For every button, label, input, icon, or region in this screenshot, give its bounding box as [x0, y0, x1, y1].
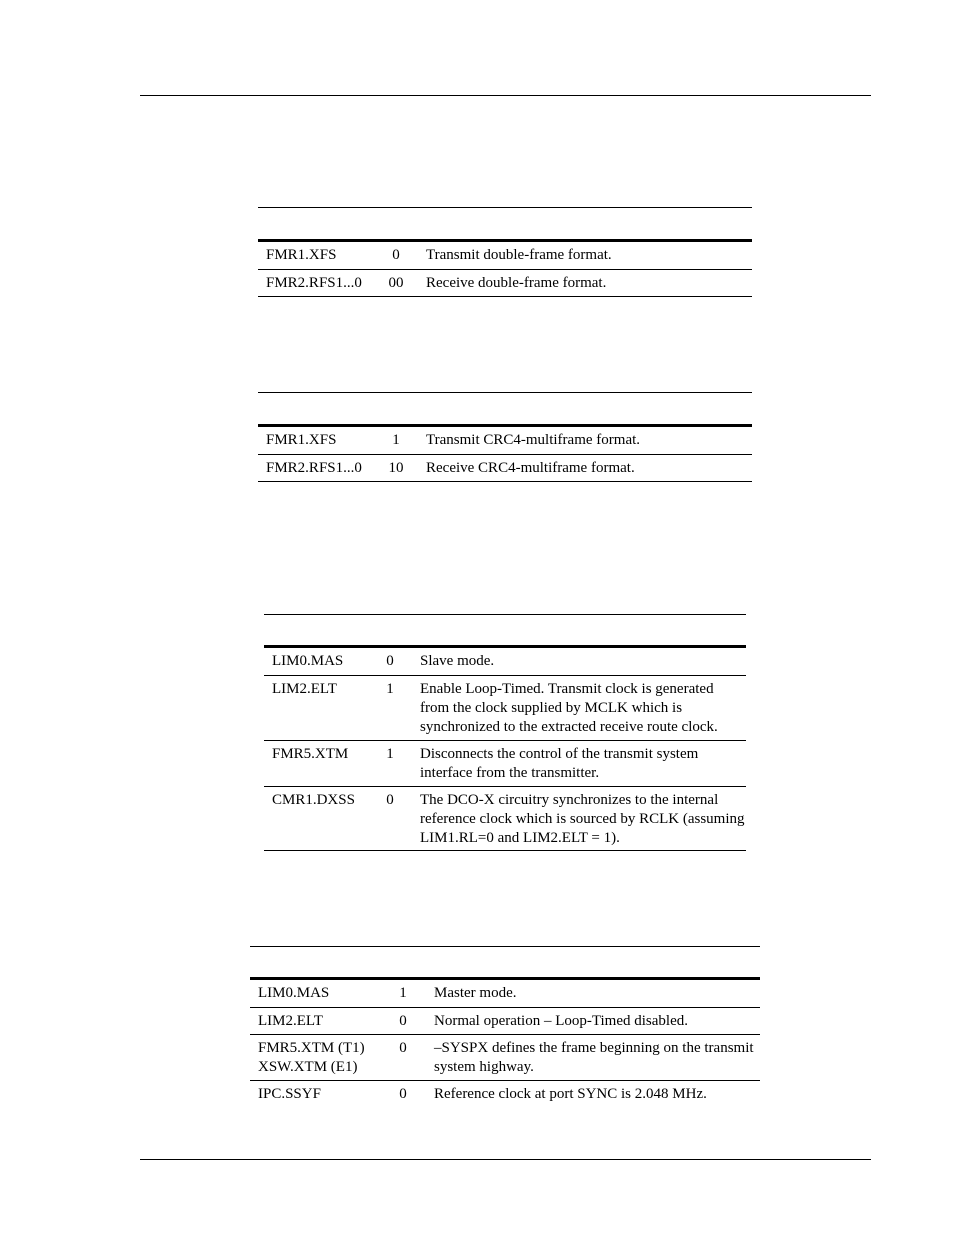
register-cell: LIM2.ELT — [272, 681, 337, 697]
table-row — [258, 242, 752, 270]
table-row — [258, 427, 752, 455]
value-cell: 00 — [388, 275, 404, 291]
register-cell: FMR5.XTM (T1) XSW.XTM (E1) — [258, 1040, 365, 1075]
value-cell: 0 — [399, 1013, 407, 1029]
value-cell: 0 — [386, 653, 394, 669]
table-top-rule — [258, 392, 752, 393]
value-cell: 0 — [392, 247, 400, 263]
description-cell: Master mode. — [434, 985, 517, 1001]
value-cell: 1 — [392, 432, 400, 448]
double-frame-config-table — [258, 207, 752, 297]
register-cell: LIM0.MAS — [272, 653, 344, 669]
table-top-rule — [258, 207, 752, 208]
slave-mode-config-table — [264, 614, 746, 851]
table-top-rule — [264, 614, 746, 615]
table-row — [258, 455, 752, 482]
description-cell: Reference clock at port SYNC is 2.048 MHz. — [434, 1086, 707, 1102]
register-cell: LIM2.ELT — [258, 1013, 323, 1029]
crc4-multiframe-config-table — [258, 392, 752, 482]
header-rule — [140, 95, 871, 96]
table-row — [264, 648, 746, 676]
table-top-rule — [250, 946, 760, 947]
register-cell: LIM0.MAS — [258, 985, 330, 1001]
table-row — [258, 270, 752, 297]
register-cell: IPC.SSYF — [258, 1086, 321, 1102]
value-cell: 1 — [386, 681, 394, 697]
register-cell: FMR1.XFS — [266, 432, 337, 448]
register-cell: FMR5.XTM — [272, 746, 349, 762]
table-row — [250, 1081, 760, 1109]
table-row — [250, 980, 760, 1008]
description-cell: Transmit CRC4-multiframe format. — [426, 432, 641, 448]
value-cell: 0 — [386, 792, 394, 808]
value-cell: 1 — [386, 746, 394, 762]
table-row — [264, 676, 746, 741]
table-row — [264, 741, 746, 787]
value-cell: 1 — [399, 985, 407, 1001]
value-cell: 0 — [399, 1040, 407, 1056]
register-cell: FMR1.XFS — [266, 247, 337, 263]
table-row — [250, 1035, 760, 1081]
master-mode-config-table — [250, 946, 760, 1109]
register-cell: CMR1.DXSS — [272, 792, 355, 808]
description-cell: Normal operation – Loop-Timed disabled. — [434, 1013, 688, 1029]
table-row — [250, 1008, 760, 1035]
description-cell: Disconnects the control of the transmit system interface from the transmitter. — [420, 746, 699, 781]
description-cell: –SYSPX defines the frame beginning on the transmit system highway. — [434, 1040, 754, 1075]
description-cell: Transmit double-frame format. — [426, 247, 612, 263]
table-row — [264, 787, 746, 851]
description-cell: The DCO-X circuitry synchronizes to the internal reference clock which is sourced by RCLK (assuming LIM1.RL=0 and LIM2.ELT = 1). — [420, 792, 745, 846]
register-cell: FMR2.RFS1...0 — [266, 275, 362, 291]
description-cell: Receive double-frame format. — [426, 275, 607, 291]
description-cell: Enable Loop-Timed. Transmit clock is generated from the clock supplied by MCLK which is synchronized to the extracted receive route clock. — [420, 681, 718, 735]
register-cell: FMR2.RFS1...0 — [266, 460, 362, 476]
description-cell: Slave mode. — [420, 653, 495, 669]
value-cell: 10 — [388, 460, 404, 476]
description-cell: Receive CRC4-multiframe format. — [426, 460, 635, 476]
footer-rule — [140, 1159, 871, 1160]
value-cell: 0 — [399, 1086, 407, 1102]
